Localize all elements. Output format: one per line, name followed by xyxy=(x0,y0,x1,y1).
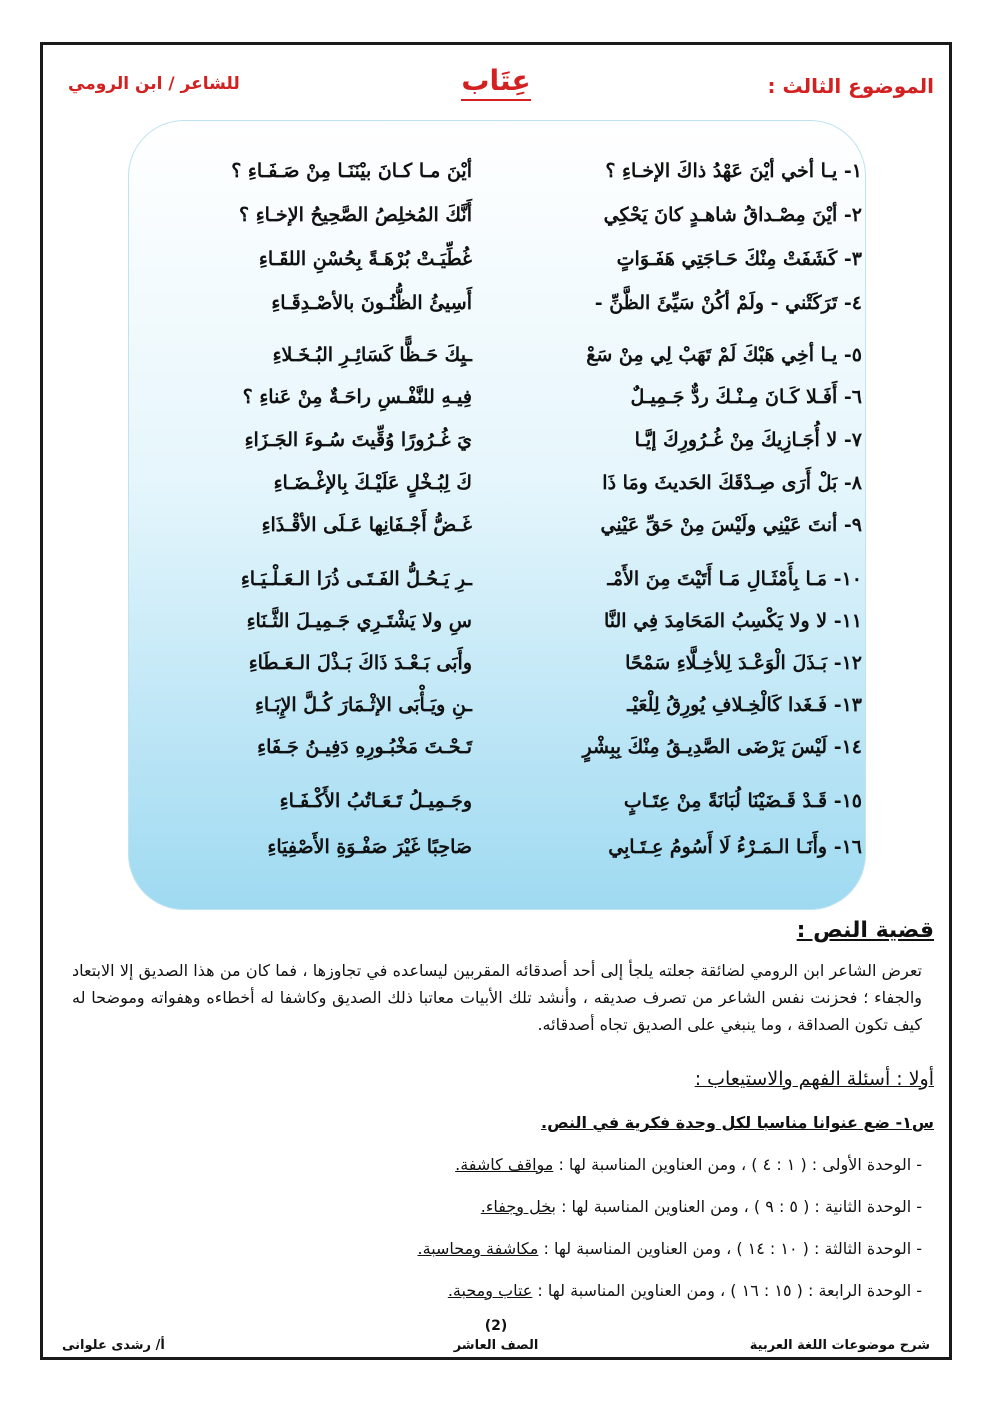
verse-7-sadr: ٧- لا أُجَـازِيكَ مِنْ غُـرُورِكَ إيَّـا xyxy=(634,429,862,451)
verse-13-sadr: ١٣- فَـغَدا كَالْخِـلافِ يُورِقُ لِلْعَيْـ xyxy=(627,694,862,716)
verse-6-ajuz: فِيـهِ للنَّفْـسِ راحَـةٌ مِنْ عَناءِ ؟ xyxy=(242,386,472,408)
verse-11-sadr: ١١- لا ولا يَكْسِبُ المَحَامِدَ فِي النَّا xyxy=(604,610,862,632)
verse-14-ajuz: تَـحْـتَ مَخْبُـورِهِ دَفِيـنُ جَـفَاءِ xyxy=(257,736,472,758)
unit-4-text: - الوحدة الرابعة : ( ١٥ : ١٦ ) ، ومن العناوين المناسبة لها : xyxy=(532,1281,922,1300)
verse-10-sadr: ١٠- مَـا بِأَمْثَـالِ مَـا أَتَيْتَ مِنَ الأَمْـ xyxy=(607,568,862,590)
verse-4-ajuz: أَسِيئُ الظُّنُـونَ بالأصْـدِقَـاءِ xyxy=(271,292,472,314)
verse-5-ajuz: ـيِكَ حَـظًّا كَسَائِـرِ البُـخَـلاءِ xyxy=(272,344,472,366)
footer-author: أ/ رشدى علوانى xyxy=(62,1338,165,1353)
unit-1 xyxy=(455,1155,922,1174)
verse-10-ajuz: ـرِ يَـحُـلُّ الفَـتَـى ذُرَا الـعَـلْـيَـاءِ xyxy=(240,568,472,590)
verse-3-ajuz: غُطِّيَـتْ بُرْهَـةً بِحُسْنِ اللقَـاءِ xyxy=(258,248,472,270)
unit-1-answer: مواقف كاشفة. xyxy=(455,1155,554,1174)
unit-1-text: - الوحدة الأولى : ( ١ : ٤ ) ، ومن العناوين المناسبة لها : xyxy=(553,1155,922,1174)
verse-15-sadr: ١٥- قَـدْ قَـضَيْنَا لُبَانَةً مِنْ عِتَـابٍ xyxy=(623,790,862,812)
verse-8-sadr: ٨- بَلْ أَرَى صِـدْقَكَ الحَديثَ ومَا ذَا xyxy=(602,472,862,494)
unit-4 xyxy=(448,1281,922,1300)
verse-9-sadr: ٩- أنتَ عَيْنِي ولَيْسَ مِنْ حَقِّ عَيْنِي xyxy=(600,514,862,536)
unit-3-text: - الوحدة الثالثة : ( ١٠ : ١٤ ) ، ومن العناوين المناسبة لها : xyxy=(538,1239,922,1258)
comprehension-title: أولا : أسئلة الفهم والاستيعاب : xyxy=(694,1068,934,1090)
verse-2-sadr: ٢- أيْنَ مِصْـداقُ شاهـدٍ كانَ يَحْكِي xyxy=(603,204,862,226)
unit-4-answer: عتاب ومحبة. xyxy=(447,1281,533,1300)
verse-1-sadr: ١- يـا أخي أيْنَ عَهْدُ ذاكَ الإخـاءِ ؟ xyxy=(605,160,862,182)
unit-2 xyxy=(481,1197,922,1216)
issue-title: قضية النص : xyxy=(796,918,934,943)
verse-4-sadr: ٤- تَرَكَتْني - ولَمْ أكُنْ سَيِّئَ الظَّنِّ - xyxy=(594,292,862,314)
verse-12-sadr: ١٢- بَـذَلَ الْوَعْـدَ لِلأخِـلَّاءِ سَمْحًا xyxy=(625,652,862,674)
verse-11-ajuz: سِ ولا يَشْتَـرِي جَـمِيـلَ الثَّـنَاءِ xyxy=(246,610,472,632)
verse-1-ajuz: أيْنَ مـا كـانَ بيْنَنَـا مِنْ صَـفَـاءِ ؟ xyxy=(231,160,472,182)
verse-12-ajuz: وأَبَى بَـعْـدَ ذَاكَ بَـذْلَ الـعَـطَاءِ xyxy=(248,652,472,674)
question-1: س١- ضع عنوانا مناسبا لكل وحدة فكرية في النص. xyxy=(541,1113,934,1132)
verse-15-ajuz: وجَـمِيـلُ تَـعَـاتُبُ الأَكْـفَـاءِ xyxy=(279,790,472,812)
verse-2-ajuz: أَنَّكَ المُخلِصُ الصَّحِيحُ الإخـاءِ ؟ xyxy=(239,204,472,226)
title-text: عِتَاب xyxy=(461,64,530,101)
verse-16-ajuz: صَاحِبًا غَيْرَ صَفْـوَةِ الأَصْفِيَاءِ xyxy=(267,836,472,858)
unit-2-answer: بخل وجفاء. xyxy=(480,1197,556,1216)
poet-label: للشاعر / ابن الرومي xyxy=(68,74,240,94)
unit-3 xyxy=(418,1239,922,1258)
unit-3-answer: مكاشفة ومحاسبة. xyxy=(417,1239,539,1258)
unit-2-text: - الوحدة الثانية : ( ٥ : ٩ ) ، ومن العناوين المناسبة لها : xyxy=(555,1197,922,1216)
verse-7-ajuz: يَ غُـرُورًا وُقِّيتَ سُـوءَ الجَـزَاءِ xyxy=(244,429,472,451)
verse-8-ajuz: كَ لِبُـخْلٍ عَلَيْـكَ بِالإغْـضَـاءِ xyxy=(273,472,472,494)
footer-grade: الصف العاشر xyxy=(453,1338,539,1353)
issue-paragraph: تعرض الشاعر ابن الرومي لضائقة جعلته يلجأ إلى أحد أصدقائه المقربين ليساعده في تجاوزها ، فما كان من هذا الصديق إلا الابتعاد والجفاء ؛ فحزنت نفس الشاعر من تصرف صديقه ، وأنشد تلك الأبيات معاتبا ذلك الصديق وكاشفا له أخطاءه وهفواته وموضحا له كيف تكون الصداقة ، وما ينبغي على الصديق تجاه أصدقائه. xyxy=(72,961,922,1034)
topic-label: الموضوع الثالث : xyxy=(767,74,934,98)
verse-16-sadr: ١٦- وأَنَـا الـمَـرْءُ لَا أَسُومُ عِـتَـابِي xyxy=(608,836,862,858)
verse-9-ajuz: غَـضُّ أَجْـفَانِها عَـلَى الأقْـذَاءِ xyxy=(261,514,472,536)
verse-5-sadr: ٥- يـا أخِي هَبْكَ لَمْ تَهَبْ لِي مِنْ سَعْ xyxy=(586,344,862,366)
verse-3-sadr: ٣- كَشَفَتْ مِنْكَ حَـاجَتِي هَفَـوَاتٍ xyxy=(616,248,862,270)
verse-6-sadr: ٦- أَفَـلا كَـانَ مِـنْـكَ ردٌّ جَـمِيـلٌ xyxy=(630,386,862,408)
verse-14-sadr: ١٤- لَيْسَ يَرْضَى الصَّدِيـقُ مِنْكَ بِبِشْرٍ xyxy=(582,736,862,758)
footer-book: شرح موضوعات اللغة العربية xyxy=(749,1338,930,1353)
page-number: (2) xyxy=(484,1318,508,1334)
verse-13-ajuz: ـنِ ويَـأْبَى الإثْـمَارَ كُـلَّ الإِبَـاءِ xyxy=(254,694,472,716)
